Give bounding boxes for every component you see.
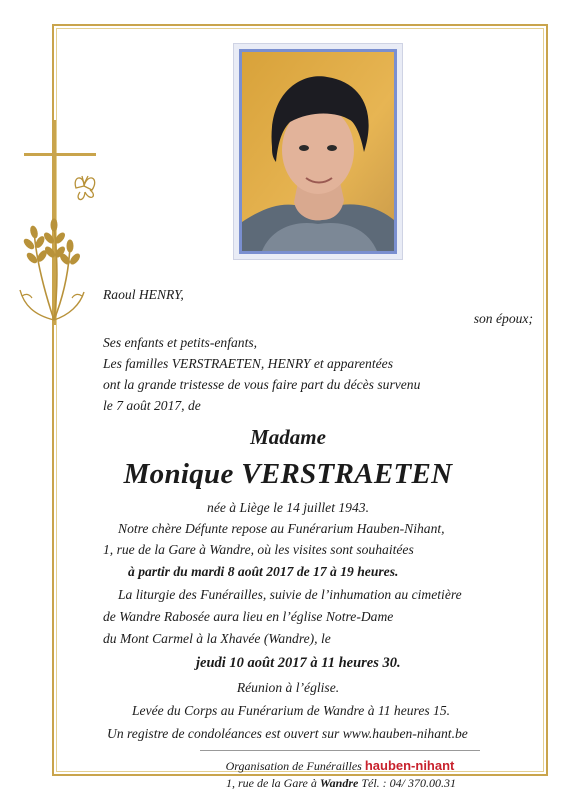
death-date-line: le 7 août 2017, de [103,398,201,413]
title-madame: Madame [250,425,326,449]
spouse-name: Raoul HENRY, [103,287,184,302]
footer-address-prefix: 1, rue de la Gare à [226,776,317,790]
footer-org-prefix: Organisation de Funérailles [225,759,362,773]
cross-wheat-ornament [14,120,100,330]
portrait-frame [239,49,397,254]
gathering-line: Réunion à l’église. [236,680,340,695]
rest-line-1: Notre chère Défunte repose au Funérarium Hauben-Nihant, [118,521,445,536]
liturgy-line-3: du Mont Carmel à la Xhavée (Wandre), le [103,631,331,646]
service-date-line: jeudi 10 août 2017 à 11 heures 30. [196,655,401,671]
register-line: Un registre de condoléances est ouvert sur www.hauben-nihant.be [107,726,468,741]
footer-phone: Tél. : 04/ 370.00.31 [361,776,456,790]
families-line: Les familles VERSTRAETEN, HENRY et apparentées [103,356,393,371]
wheat-icon [20,219,84,320]
portrait-photo [242,52,394,251]
grief-line: ont la grande tristesse de vous faire part du décès survenu [103,377,421,392]
footer-organisation [200,758,480,774]
liturgy-line-1: La liturgie des Funérailles, suivie de l’inhumation au cimetière [118,587,462,602]
brand-logo-text: hauben-nihant [364,758,455,773]
footer-divider [200,750,480,751]
children-line: Ses enfants et petits-enfants, [103,335,258,350]
butterfly-icon [75,176,95,200]
visits-line: à partir du mardi 8 août 2017 de 17 à 19 heures. [128,564,399,579]
cross-icon [24,120,96,325]
rest-line-2: 1, rue de la Gare à Wandre, où les visites sont souhaitées [103,542,414,557]
deceased-name: Monique VERSTRAETEN [123,458,453,490]
spouse-role: son époux; [473,311,533,326]
footer-address-town: Wandre [319,776,359,790]
levee-line: Levée du Corps au Funérarium de Wandre à 11 heures 15. [132,703,451,718]
liturgy-line-2: de Wandre Rabosée aura lieu en l’église Notre-Dame [103,609,394,624]
footer-address [186,776,496,791]
birth-line: née à Liège le 14 juillet 1943. [207,500,369,515]
